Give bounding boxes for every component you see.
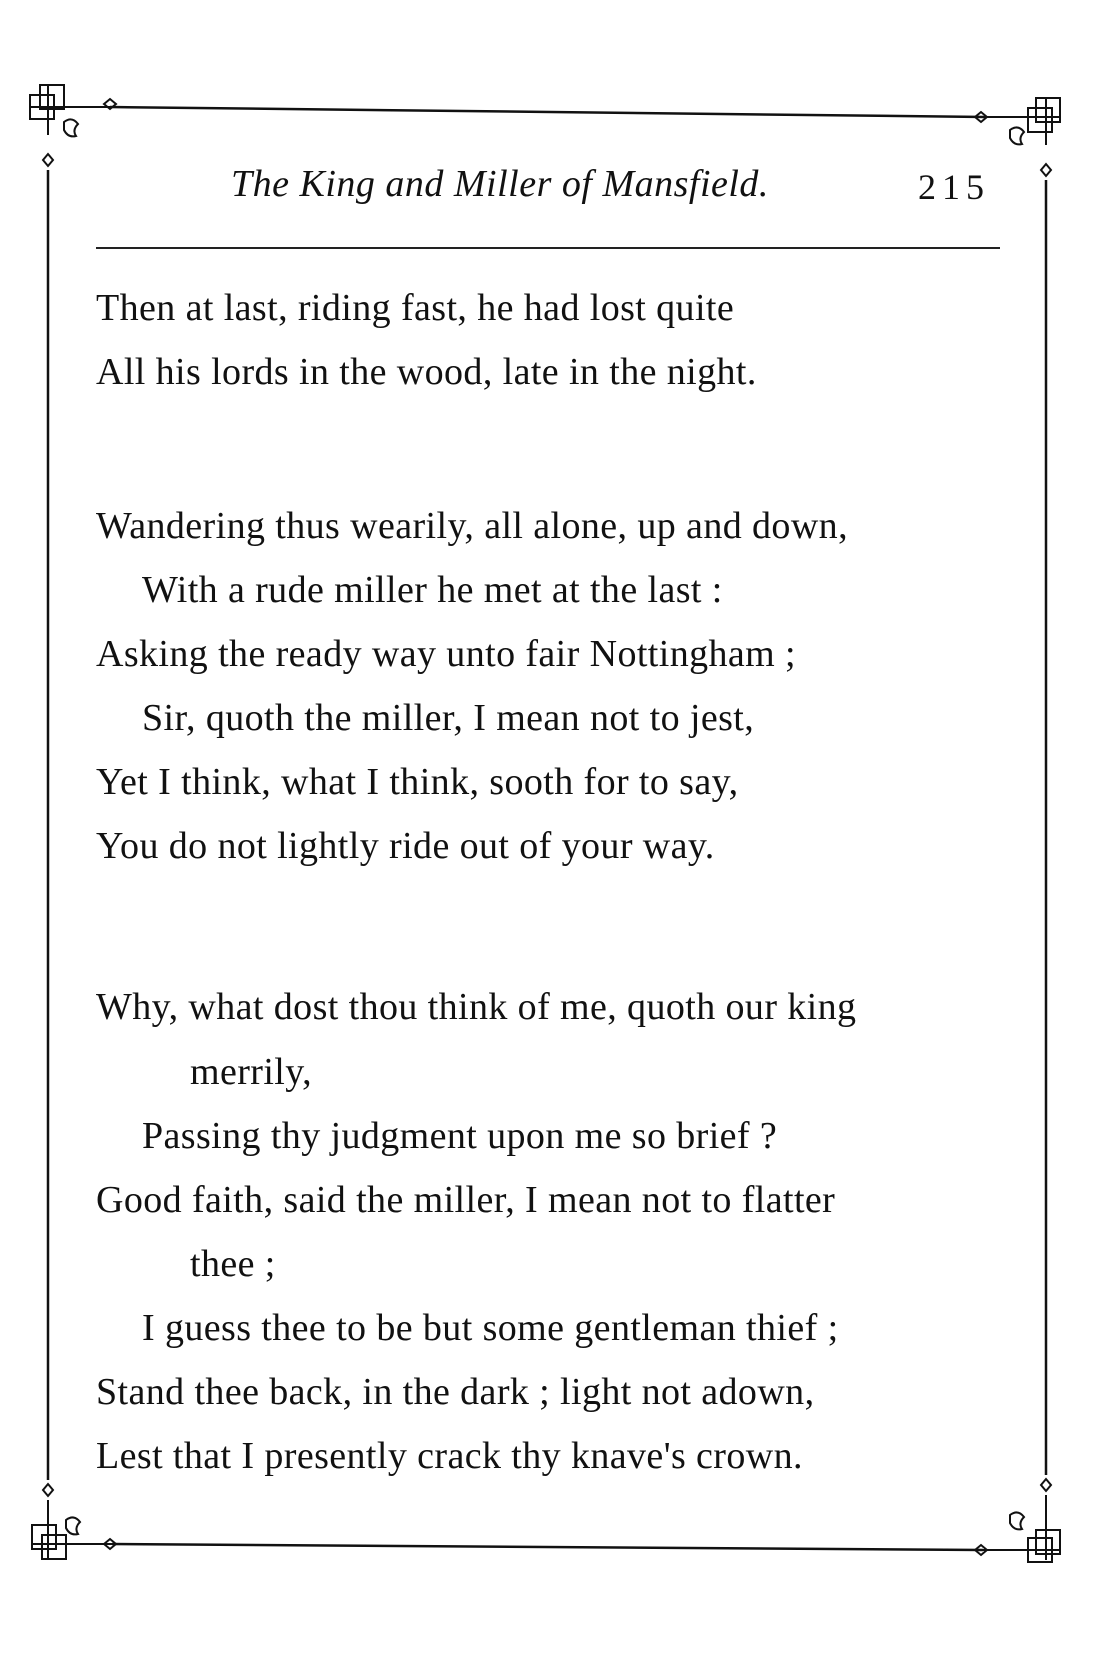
verse-line: With a rude miller he met at the last : — [142, 569, 723, 611]
corner-ornament-top-left — [30, 85, 116, 166]
corner-ornament-bottom-left — [32, 1484, 116, 1560]
verse-line: Why, what dost thou think of me, quoth our king — [96, 986, 857, 1028]
corner-ornament-bottom-right — [975, 1479, 1060, 1562]
verse-line: Stand thee back, in the dark ; light not adown, — [96, 1371, 815, 1413]
page-header — [96, 162, 996, 222]
verse-line: Yet I think, what I think, sooth for to say, — [96, 761, 739, 803]
page-number: 215 — [918, 167, 990, 207]
verse-line: I guess thee to be but some gentleman thief ; — [142, 1307, 839, 1349]
running-title: The King and Miller of Mansfield. — [231, 163, 769, 205]
header-rule — [96, 247, 1000, 249]
verse-line: merrily, — [190, 1051, 313, 1093]
verse-line: Lest that I presently crack thy knave's crown. — [96, 1435, 803, 1477]
verse-line: Good faith, said the miller, I mean not to flatter — [96, 1179, 836, 1221]
verse-line: You do not lightly ride out of your way. — [96, 825, 715, 867]
verse-line: Wandering thus wearily, all alone, up and down, — [96, 505, 848, 547]
verse-line: All his lords in the wood, late in the night. — [96, 351, 757, 393]
verse-line: Asking the ready way unto fair Nottingham ; — [96, 633, 796, 675]
verse-line: Sir, quoth the miller, I mean not to jest, — [142, 697, 755, 739]
verse-line: Passing thy judgment upon me so brief ? — [142, 1115, 778, 1157]
verse-line: thee ; — [190, 1243, 276, 1285]
verse-line: Then at last, riding fast, he had lost quite — [96, 287, 735, 329]
